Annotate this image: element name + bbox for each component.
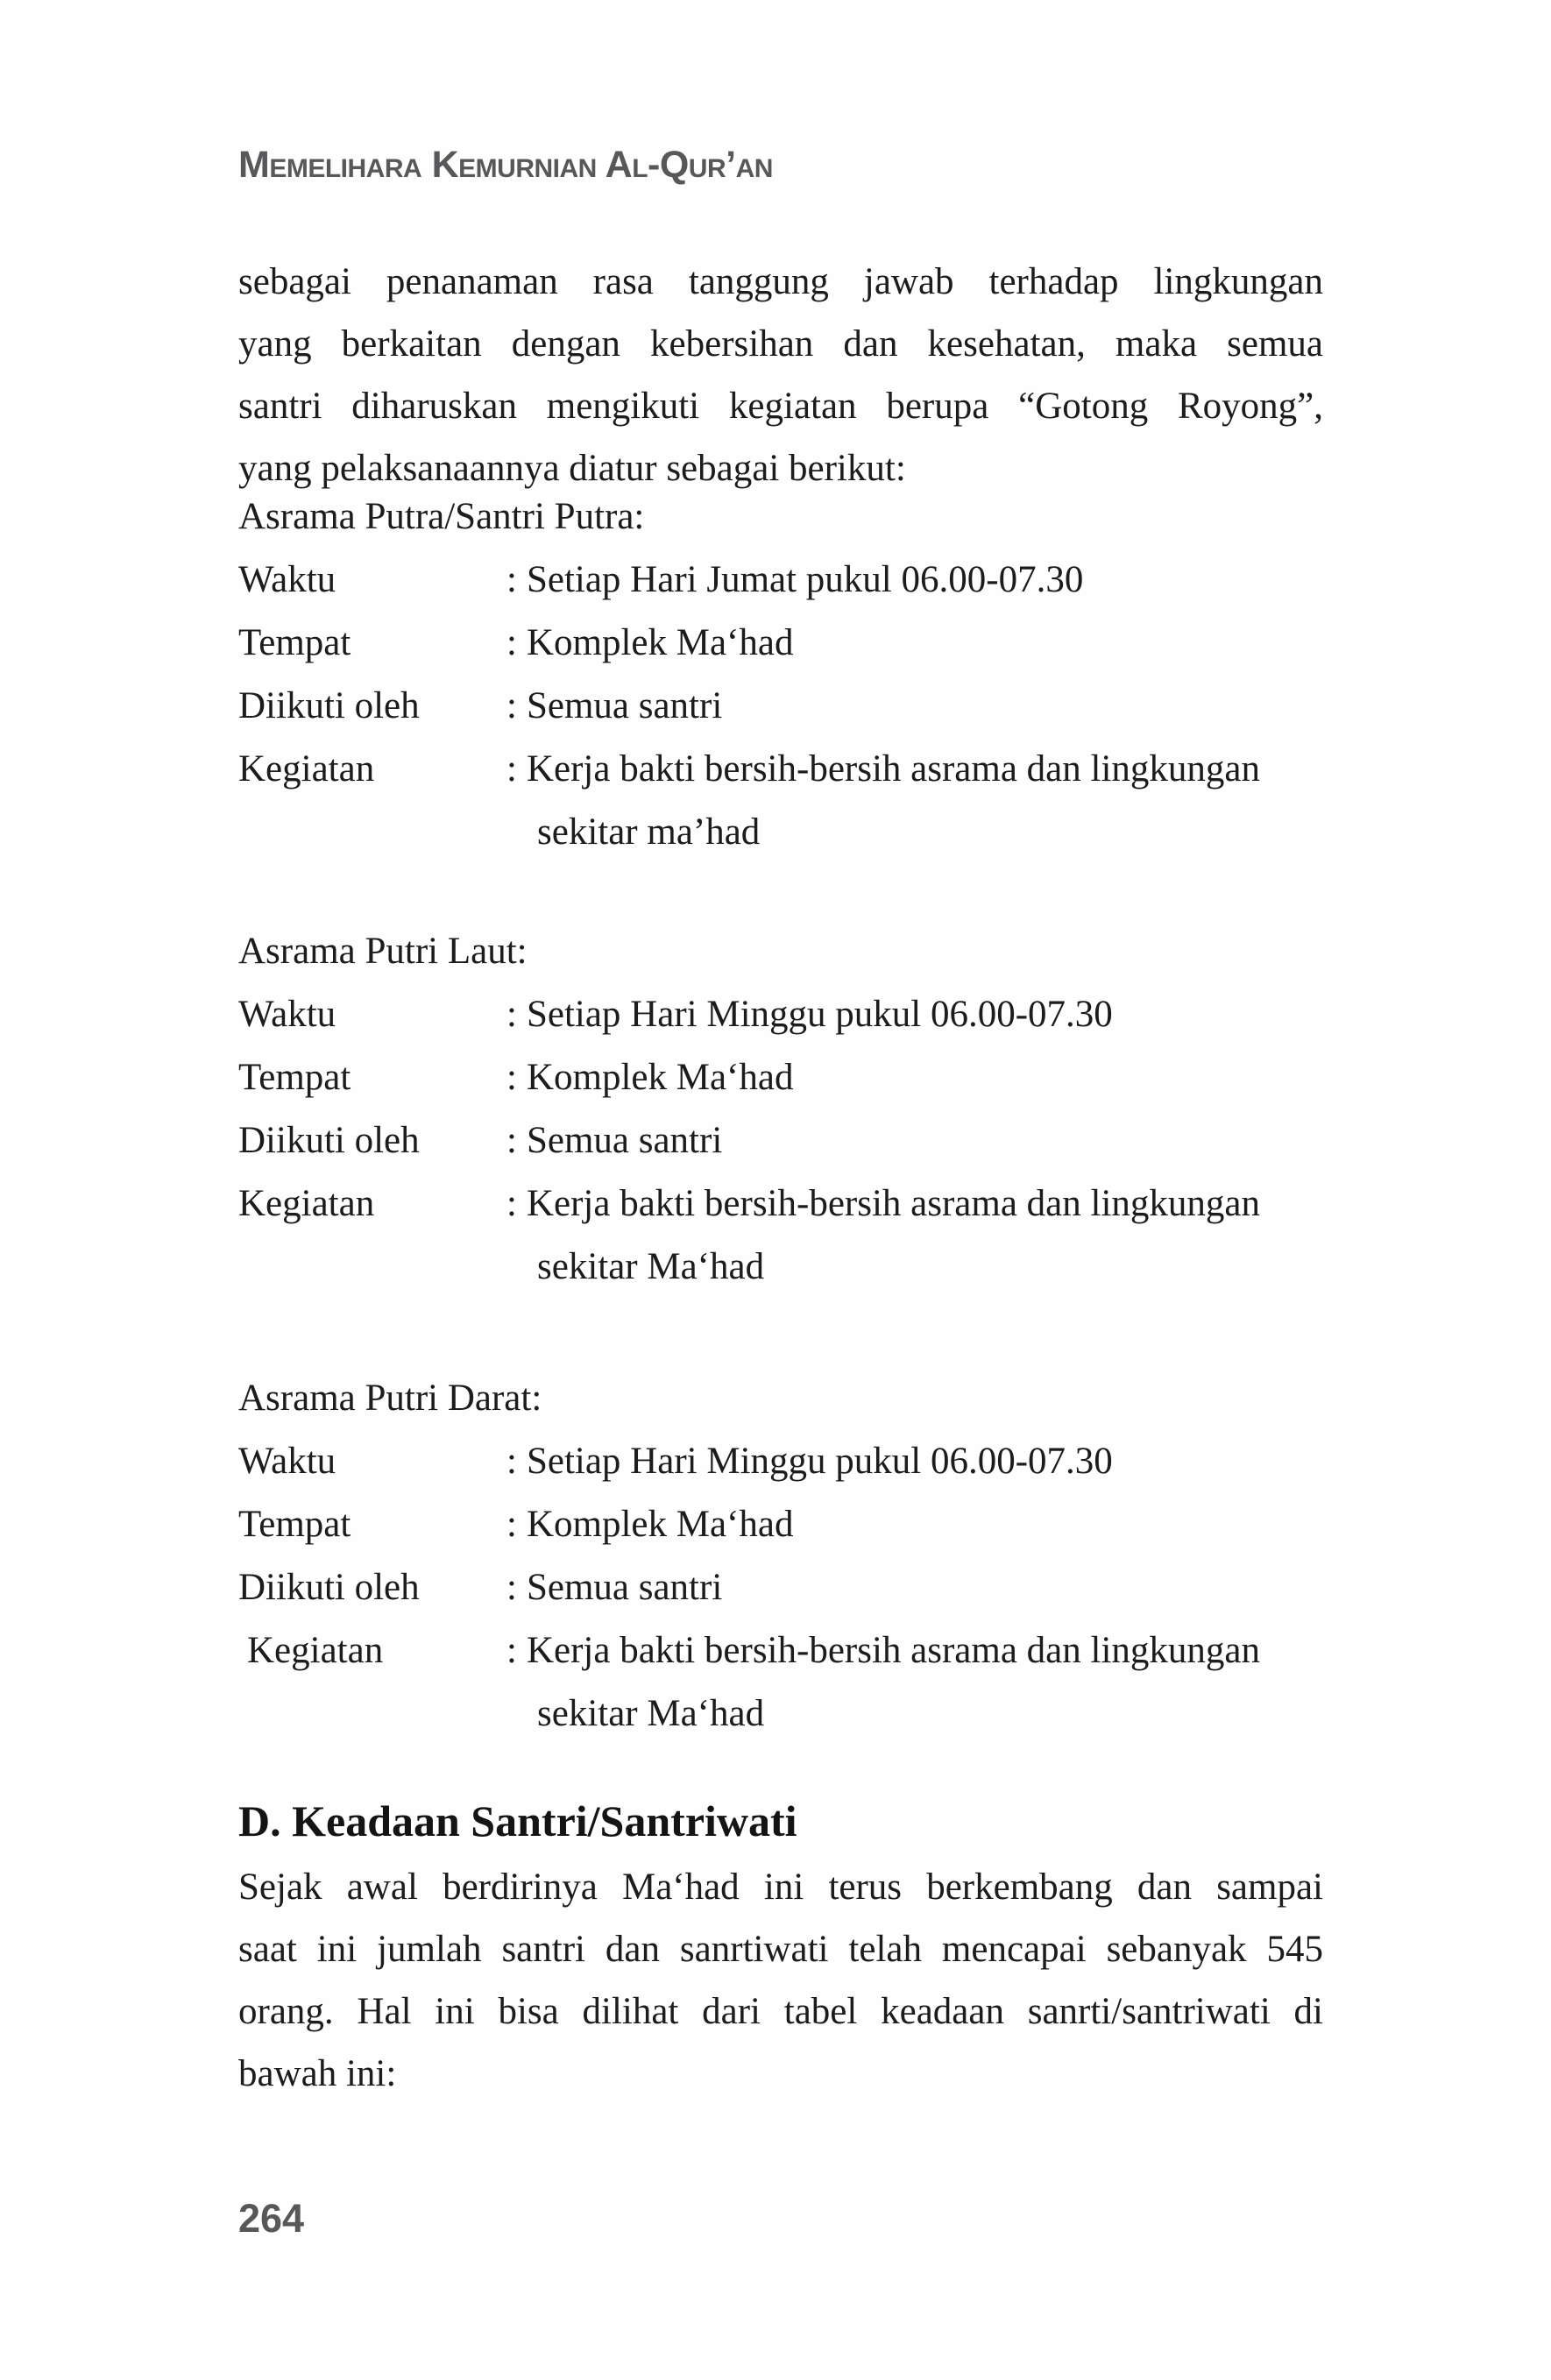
row-value: Komplek Ma‘had	[526, 1057, 794, 1098]
row-label: Tempat	[238, 622, 351, 663]
schedule-row-kegiatan	[238, 1172, 1342, 1236]
kegiatan-continuation: sekitar ma’had	[537, 811, 761, 853]
row-value: Setiap Hari Minggu pukul 06.00-07.30	[526, 1441, 1113, 1482]
intro-line-2: yang berkaitan dengan kebersihan dan kesehatan, maka semua	[238, 323, 1323, 365]
schedule-row-waktu	[238, 1430, 1342, 1493]
intro-line-1: sebagai penanaman rasa tanggung jawab terhadap lingkungan	[238, 261, 1323, 302]
colon-separator: :	[506, 1057, 517, 1098]
row-label: Tempat	[238, 1504, 351, 1545]
row-value: Kerja bakti bersih-bersih asrama dan lingkungan	[526, 1630, 1260, 1671]
row-value: Setiap Hari Jumat pukul 06.00-07.30	[526, 559, 1084, 600]
row-value: Komplek Ma‘had	[526, 1504, 794, 1545]
row-label: Kegiatan	[247, 1630, 384, 1671]
section-d-paragraph	[238, 1856, 1323, 2105]
row-value: Semua santri	[526, 1567, 723, 1608]
schedule-row-tempat	[238, 1493, 1342, 1556]
colon-separator: :	[506, 685, 517, 726]
colon-separator: :	[506, 1630, 517, 1671]
colon-separator: :	[506, 1441, 517, 1482]
colon-separator: :	[506, 1120, 517, 1161]
schedule-block-asrama-putri-laut	[238, 920, 1342, 1299]
row-label: Kegiatan	[238, 1183, 375, 1224]
kegiatan-continuation: sekitar Ma‘had	[537, 1246, 765, 1287]
row-label: Diikuti oleh	[238, 685, 420, 726]
row-label: Diikuti oleh	[238, 1120, 420, 1161]
row-value: Komplek Ma‘had	[526, 622, 794, 663]
row-label: Kegiatan	[238, 748, 375, 790]
row-value: Setiap Hari Minggu pukul 06.00-07.30	[526, 994, 1113, 1035]
colon-separator: :	[506, 1183, 517, 1224]
section-line-3: orang. Hal ini bisa dilihat dari tabel keadaan sanrti/santriwati di	[238, 1991, 1323, 2032]
schedule-row-diikuti-oleh	[238, 1556, 1342, 1619]
row-label: Waktu	[238, 994, 336, 1035]
schedule-row-waktu	[238, 983, 1342, 1046]
colon-separator: :	[506, 1504, 517, 1545]
schedule-title: Asrama Putri Laut:	[238, 931, 528, 972]
section-heading: D. Keadaan Santri/Santriwati	[238, 1796, 797, 1845]
schedule-row-diikuti-oleh	[238, 675, 1342, 738]
section-line-2: saat ini jumlah santri dan sanrtiwati telah mencapai sebanyak 545	[238, 1929, 1323, 1970]
running-header-title: Memelihara Kemurnian Al-Qur’an	[238, 144, 773, 186]
row-value: Semua santri	[526, 685, 723, 726]
colon-separator: :	[506, 622, 517, 663]
colon-separator: :	[506, 748, 517, 790]
row-value: Kerja bakti bersih-bersih asrama dan lingkungan	[526, 1183, 1260, 1224]
row-label: Waktu	[238, 1441, 336, 1482]
schedule-row-waktu	[238, 549, 1342, 612]
row-label: Tempat	[238, 1057, 351, 1098]
intro-paragraph	[238, 251, 1323, 499]
schedule-title: Asrama Putri Darat:	[238, 1378, 542, 1419]
row-value: Semua santri	[526, 1120, 723, 1161]
row-label: Diikuti oleh	[238, 1567, 420, 1608]
intro-line-3: santri diharuskan mengikuti kegiatan berupa “Gotong Royong”,	[238, 386, 1323, 427]
colon-separator: :	[506, 559, 517, 600]
schedule-block-asrama-putra	[238, 485, 1342, 864]
section-line-4: bawah ini:	[238, 2053, 397, 2094]
section-line-1: Sejak awal berdirinya Ma‘had ini terus berkembang dan sampai	[238, 1866, 1323, 1908]
schedule-row-kegiatan	[238, 1619, 1342, 1682]
schedule-row-diikuti-oleh	[238, 1109, 1342, 1172]
schedule-title: Asrama Putra/Santri Putra:	[238, 496, 645, 537]
schedule-row-tempat	[238, 612, 1342, 675]
colon-separator: :	[506, 994, 517, 1035]
row-value: Kerja bakti bersih-bersih asrama dan lingkungan	[526, 748, 1260, 790]
schedule-block-asrama-putri-darat	[238, 1367, 1342, 1746]
colon-separator: :	[506, 1567, 517, 1608]
intro-line-4: yang pelaksanaannya diatur sebagai berikut:	[238, 448, 906, 489]
schedule-row-tempat	[238, 1046, 1342, 1109]
row-label: Waktu	[238, 559, 336, 600]
page-number: 264	[238, 2196, 305, 2241]
kegiatan-continuation: sekitar Ma‘had	[537, 1693, 765, 1734]
schedule-row-kegiatan	[238, 738, 1342, 801]
